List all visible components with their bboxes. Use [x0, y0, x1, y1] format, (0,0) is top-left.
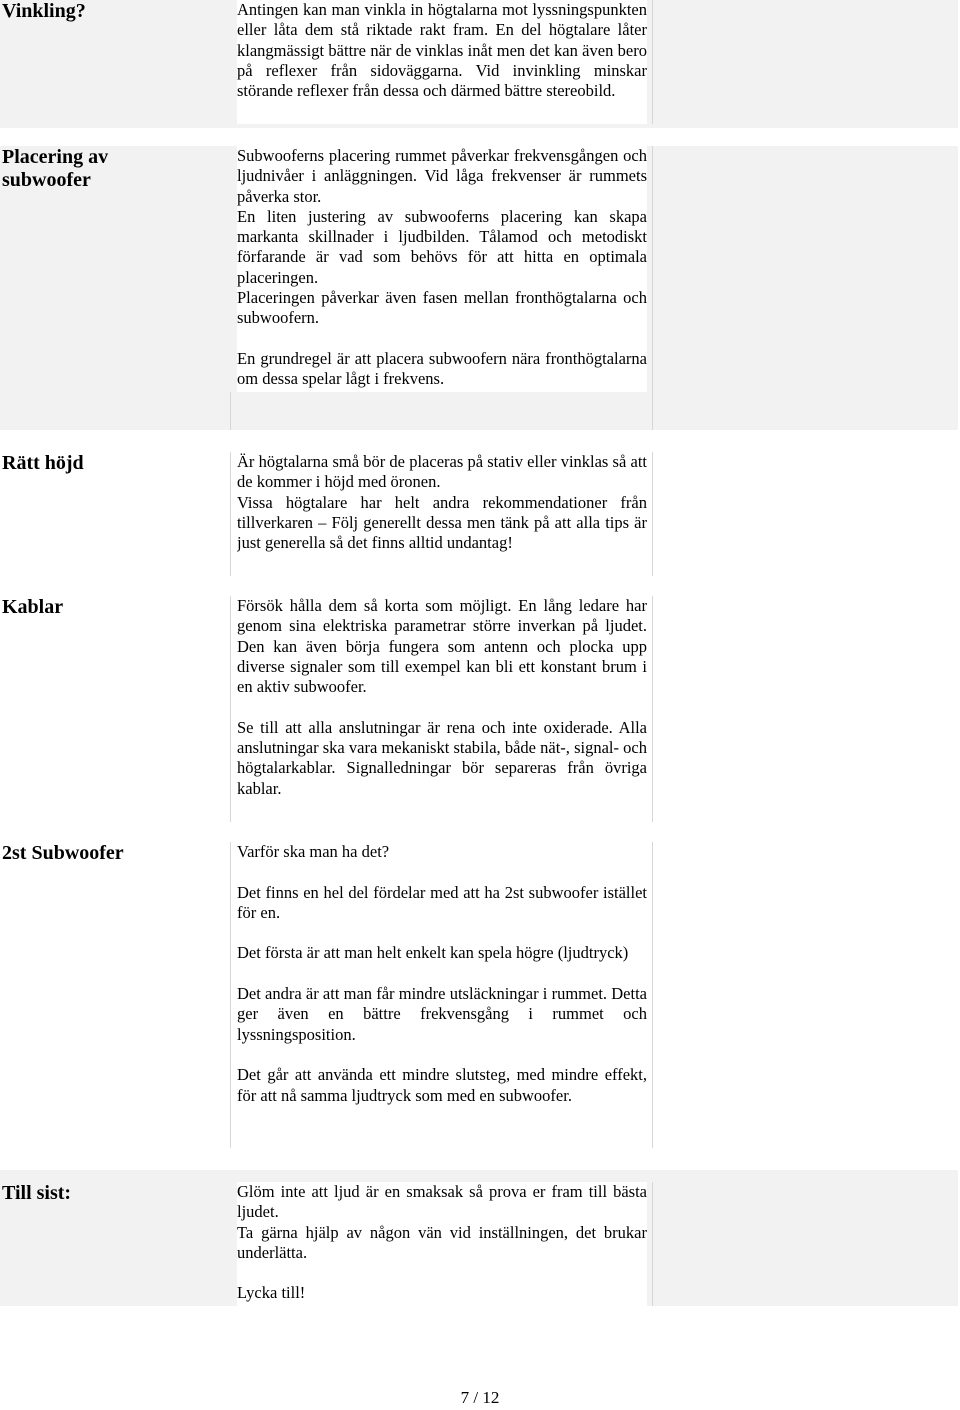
section-heading: Till sist: [2, 1182, 72, 1204]
section-ratt-hojd [0, 452, 958, 576]
column-divider [230, 842, 231, 1148]
paragraph: Subwooferns placering rummet påverkar frekvensgången och ljudnivåer i anläggningen. Vid låga frekvenser är rummets påverka stor. [237, 146, 647, 206]
paragraph: Det andra är att man får mindre utsläckningar i rummet. Detta ger även en bättre frekvensgång i rummet och lyssningsposition. [237, 984, 647, 1044]
paragraph: Det går att använda ett mindre slutsteg, med mindre effekt, för att nå samma ljudtryck som med en subwoofer. [237, 1065, 647, 1105]
section-body [237, 452, 647, 576]
paragraph: En liten justering av subwooferns placering kan skapa markanta skillnader i ljudbilden. Tålamod och metodiskt förfarande är vad som behövs för att hitta en optimala placeringen. [237, 206, 647, 287]
section-heading: 2st Subwoofer [2, 842, 124, 864]
section-till-sist [0, 1170, 958, 1306]
column-divider [652, 146, 653, 430]
section-body [237, 842, 647, 1148]
column-divider [230, 392, 231, 430]
paragraph: Ta gärna hjälp av någon vän vid inställningen, det brukar underlätta. [237, 1222, 647, 1262]
column-divider [652, 1182, 653, 1306]
paragraph: Det första är att man helt enkelt kan spela högre (ljudtryck) [237, 943, 629, 963]
page-number: 7 / 12 [460, 1388, 500, 1407]
paragraph: Se till att alla anslutningar är rena och inte oxiderade. Alla anslutningar ska vara mekaniskt stabila, både nät-, signal- och högtalarkablar. Signalledningar bör separeras från övriga kablar. [237, 717, 647, 798]
column-divider [230, 596, 231, 822]
paragraph: Är högtalarna små bör de placeras på stativ eller vinklas så att de kommer i höjd med öronen. [237, 452, 647, 492]
column-divider [230, 452, 231, 576]
paragraph: Glöm inte att ljud är en smaksak så prova er fram till bästa ljudet. [237, 1182, 647, 1222]
paragraph: Antingen kan man vinkla in högtalarna mot lyssningspunkten eller låta dem stå riktade rakt fram. En del högtalare låter klangmässigt bättre när de vinklas inåt men det kan även bero på reflexer från sidoväggarna. Vid invinkling minskar störande reflexer från dessa och därmed bättre stereobild. [237, 0, 647, 101]
column-divider [652, 0, 653, 124]
section-2st-subwoofer [0, 842, 958, 1148]
paragraph: Vissa högtalare har helt andra rekommendationer från tillverkaren – Följ generellt dessa men tänk på att alla tips är just generella så det finns alltid undantag! [237, 492, 647, 553]
section-heading: Rätt höjd [2, 452, 84, 474]
section-heading: Kablar [2, 596, 64, 618]
paragraph: En grundregel är att placera subwoofern nära fronthögtalarna om dessa spelar lågt i frekvens. [237, 348, 647, 389]
section-kablar [0, 596, 958, 822]
section-heading: Placering av subwoofer [2, 146, 109, 191]
section-vinkling [0, 0, 958, 128]
paragraph: Placeringen påverkar även fasen mellan fronthögtalarna och subwoofern. [237, 288, 647, 328]
section-body [237, 1182, 647, 1306]
section-body [237, 596, 647, 822]
paragraph: Varför ska man ha det? [237, 842, 390, 861]
column-divider [652, 596, 653, 822]
section-body [237, 0, 647, 124]
column-divider [652, 452, 653, 576]
section-placering-subwoofer [0, 146, 958, 430]
paragraph: Försök hålla dem så korta som möjligt. En lång ledare har genom sina elektriska parametrar större inverkan på ljudet. Den kan även börja fungera som antenn och plocka upp diverse signaler som till exempel kan bli ett konstant brum i en aktiv subwoofer. [237, 596, 647, 697]
paragraph: Lycka till! [237, 1283, 306, 1303]
paragraph: Det finns en hel del fördelar med att ha 2st subwoofer istället för en. [237, 882, 647, 922]
column-divider [652, 842, 653, 1148]
section-body [237, 146, 647, 392]
section-heading: Vinkling? [2, 0, 86, 22]
